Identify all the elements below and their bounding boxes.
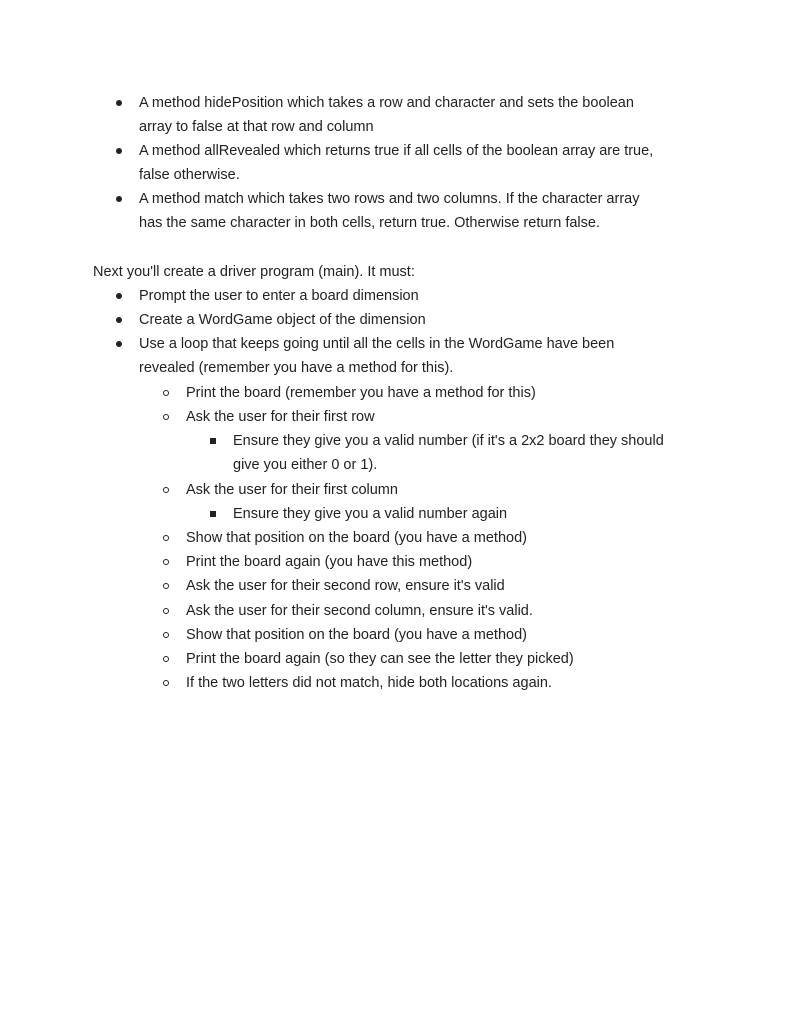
loop-step: Ask the user for their first row	[186, 409, 375, 425]
method-allrevealed-line1: A method allRevealed which returns true if all cells of the boolean array are true,	[139, 143, 654, 159]
bullet-disc	[112, 310, 126, 330]
bullet-circle	[159, 601, 173, 621]
loop-step: Ask the user for their second column, ensure it's valid.	[186, 603, 533, 619]
bullet-square	[206, 504, 220, 524]
loop-step: Ask the user for their second row, ensure it's valid	[186, 578, 505, 594]
bullet-square	[206, 431, 220, 451]
driver-item-create: Create a WordGame object of the dimension	[139, 312, 426, 328]
loop-step: Show that position on the board (you have a method)	[186, 530, 527, 546]
method-hideposition-line1: A method hidePosition which takes a row and character and sets the boolean	[139, 95, 634, 111]
bullet-disc	[112, 189, 126, 209]
bullet-circle	[159, 480, 173, 500]
bullet-circle	[159, 528, 173, 548]
bullet-circle	[159, 383, 173, 403]
bullet-circle	[159, 407, 173, 427]
loop-step: Print the board again (you have this method)	[186, 554, 473, 570]
sub-step-first-column: Ensure they give you a valid number again	[233, 506, 508, 522]
bullet-circle	[159, 625, 173, 645]
driver-intro: Next you'll create a driver program (main). It must:	[93, 264, 415, 280]
method-allrevealed-line2: false otherwise.	[139, 167, 240, 183]
sub-step-first-row-line1: Ensure they give you a valid number (if it's a 2x2 board they should	[233, 433, 664, 449]
bullet-disc	[112, 93, 126, 113]
driver-item-loop-line2: revealed (remember you have a method for this).	[139, 360, 454, 376]
bullet-disc	[112, 286, 126, 306]
bullet-circle	[159, 552, 173, 572]
driver-item-prompt: Prompt the user to enter a board dimension	[139, 288, 419, 304]
loop-step: Show that position on the board (you have a method)	[186, 627, 527, 643]
sub-step-first-row-line2: give you either 0 or 1).	[233, 457, 378, 473]
bullet-circle	[159, 649, 173, 669]
bullet-circle	[159, 576, 173, 596]
method-match-line2: has the same character in both cells, return true. Otherwise return false.	[139, 215, 600, 231]
loop-step: If the two letters did not match, hide both locations again.	[186, 675, 552, 691]
loop-step: Ask the user for their first column	[186, 482, 398, 498]
driver-item-loop-line1: Use a loop that keeps going until all the cells in the WordGame have been	[139, 336, 615, 352]
bullet-disc	[112, 334, 126, 354]
method-match-line1: A method match which takes two rows and two columns. If the character array	[139, 191, 640, 207]
loop-step: Print the board (remember you have a method for this)	[186, 385, 536, 401]
loop-step: Print the board again (so they can see the letter they picked)	[186, 651, 574, 667]
bullet-circle	[159, 673, 173, 693]
method-hideposition-line2: array to false at that row and column	[139, 119, 374, 135]
bullet-disc	[112, 141, 126, 161]
